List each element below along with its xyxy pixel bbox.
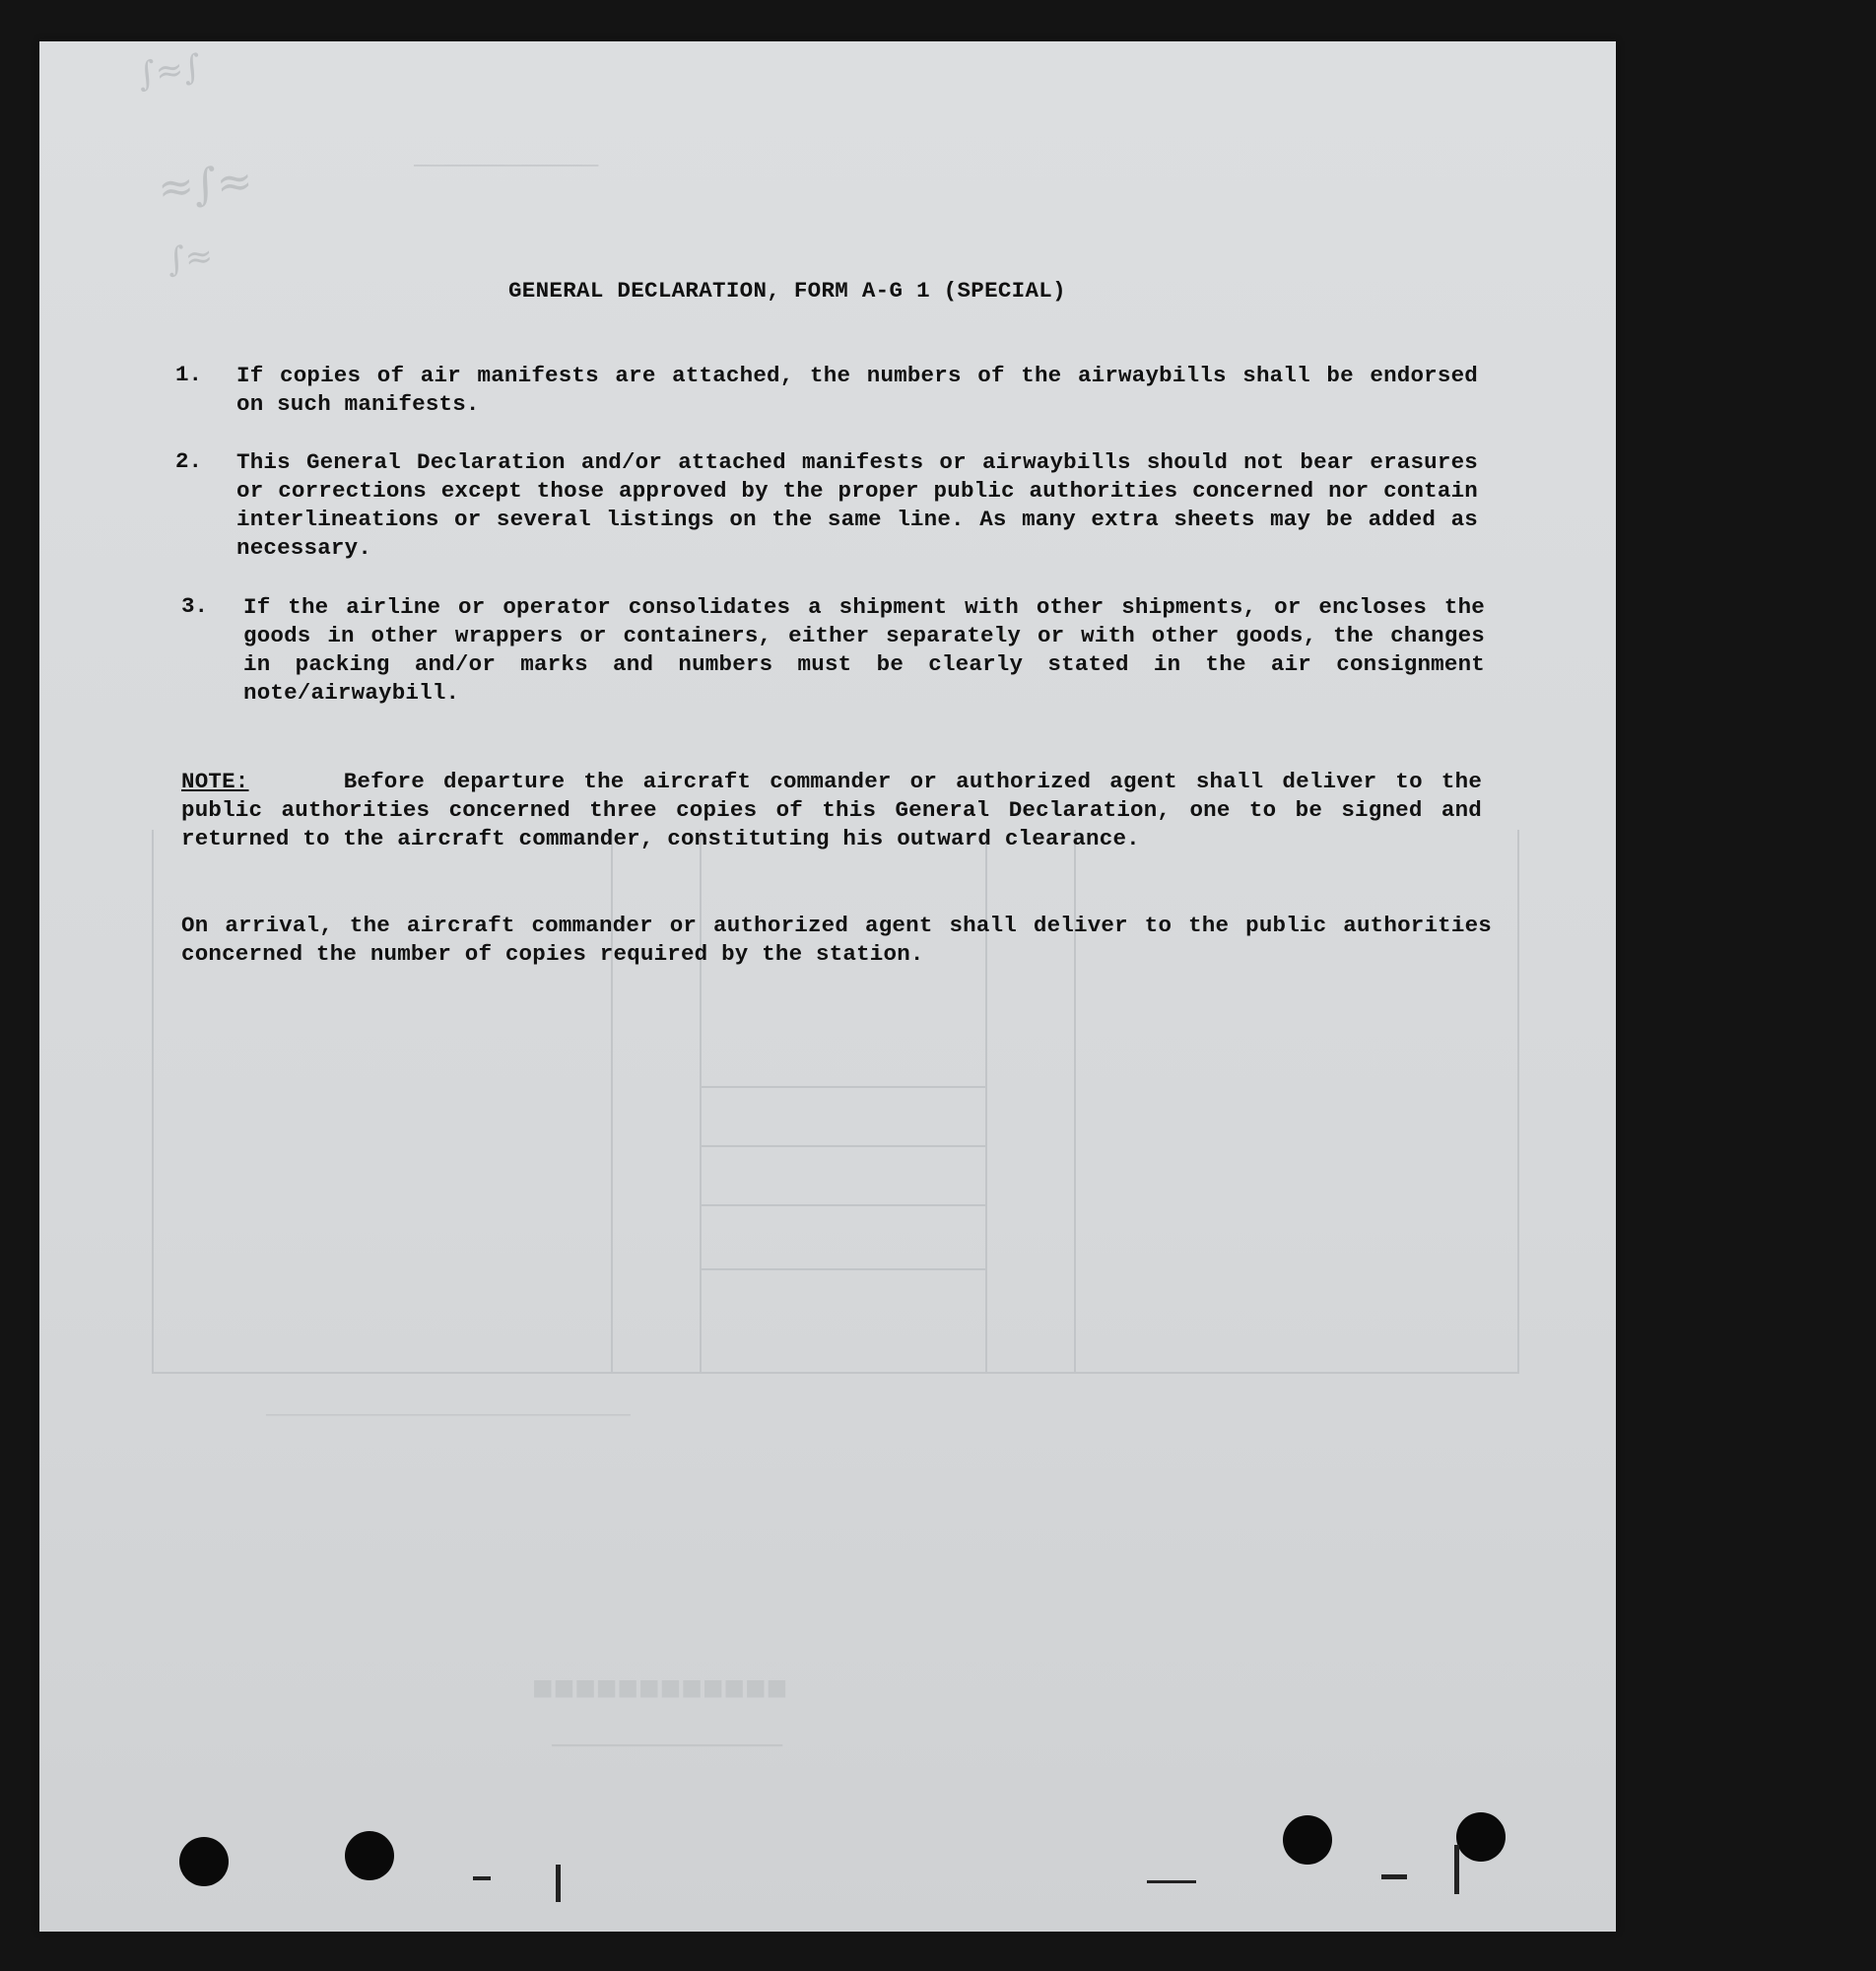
bleed-grid-line: [1517, 830, 1519, 1372]
bleed-through-text: ■■■■■■■■■■■■: [532, 1667, 788, 1708]
debris-mark: [1147, 1880, 1196, 1883]
note-paragraph: [181, 768, 1482, 853]
bleed-through-text: ────────────: [414, 150, 599, 179]
document-page: [39, 41, 1616, 1932]
debris-mark: [556, 1865, 561, 1902]
debris-mark: [1454, 1845, 1459, 1894]
debris-mark: [1381, 1874, 1407, 1879]
handwriting-mark: ∫≈∫: [135, 46, 204, 96]
handwriting-mark: ∫≈: [166, 236, 216, 281]
punch-hole: [179, 1837, 229, 1886]
punch-hole: [1456, 1812, 1506, 1862]
handwriting-mark: ≈∫≈: [155, 155, 255, 215]
item-text: If copies of air manifests are attached, the numbers of the airwaybills shall be endorsed on such manifests.: [236, 363, 1478, 417]
item-number: 1.: [175, 362, 203, 387]
bleed-grid-line: [152, 830, 154, 1372]
note-text: Before departure the aircraft commander or authorized agent shall deliver to the public authorities concerned three copies of this General Declaration, one to be signed and returned to the aircraft commander, constituting his outward clearance.: [181, 769, 1483, 851]
punch-hole: [345, 1831, 394, 1880]
note-label: NOTE:: [181, 769, 249, 794]
bleed-grid-line: [152, 1372, 1519, 1374]
bleed-grid-line: [700, 1145, 985, 1147]
arrival-paragraph: On arrival, the aircraft commander or authorized agent shall deliver to the public authorities concerned the number of copies required by the station.: [181, 913, 1492, 967]
item-text: If the airline or operator consolidates a shipment with other shipments, or encloses the goods in other wrappers or containers, either separately or with other goods, the changes in packing and/or marks and numbers must be clearly stated in the air consignment note/airwaybill.: [243, 594, 1485, 706]
item-number: 2.: [175, 448, 203, 474]
bleed-grid-line: [700, 1268, 985, 1270]
item-number: 3.: [181, 593, 209, 619]
punch-hole: [1283, 1815, 1332, 1865]
bleed-through-text: ────────────────────────────: [266, 1401, 631, 1426]
item-text: This General Declaration and/or attached manifests or airwaybills should not bear erasures or corrections except those approved by the proper public authorities concerned nor contain interlineations or several listings on the same line. As many extra sheets may be added as necessary.: [236, 449, 1478, 561]
bleed-grid-line: [700, 1086, 985, 1088]
debris-mark: [473, 1876, 491, 1880]
bleed-grid-line: [700, 1204, 985, 1206]
bleed-through-text: ─────────────: [552, 1727, 783, 1760]
document-title: GENERAL DECLARATION, FORM A-G 1 (SPECIAL): [508, 278, 1066, 304]
